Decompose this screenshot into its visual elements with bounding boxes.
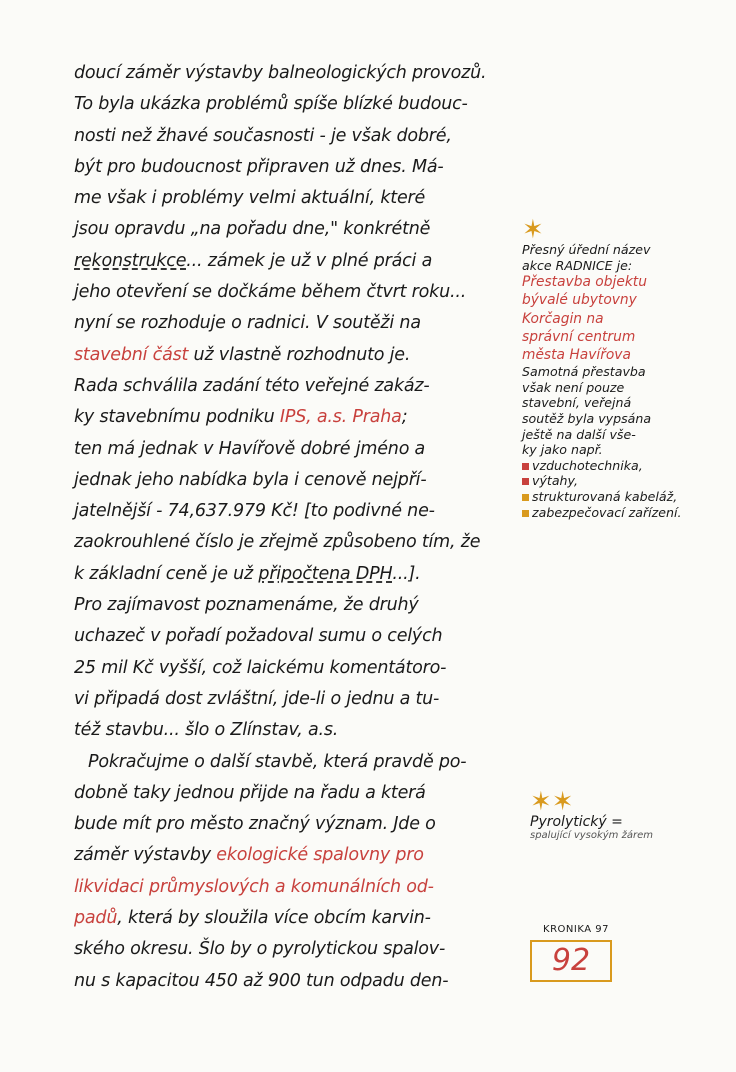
text-segment: ekologické spalovny pro: [216, 845, 424, 866]
sidenote-line: ještě na další vše-: [522, 426, 636, 442]
square-bullet-icon: [522, 463, 529, 470]
page-number: 92: [530, 940, 612, 982]
sidenote-line: však není pouze: [522, 379, 625, 395]
sidenote-line: města Havířova: [522, 347, 631, 363]
text-line: [74, 402, 520, 433]
text-line: [74, 214, 520, 245]
text-segment: uchazeč v pořadí požadoval sumu o celých: [74, 626, 443, 647]
text-line: [74, 903, 520, 934]
text-segment: záměr výstavby: [74, 845, 217, 866]
text-segment: vi připadá dost zvláštní, jde-li o jednu a tu-: [74, 688, 440, 709]
sidenote-list-item: [522, 458, 722, 474]
text-segment: dobně taky jednou přijde na řadu a která: [74, 782, 426, 803]
text-segment: bude mít pro město značný význam. Jde o: [74, 814, 436, 835]
pyrolytic-definition: spalující vysokým žárem: [530, 830, 653, 841]
square-bullet-icon: [522, 494, 529, 501]
text-line: [74, 527, 520, 558]
text-line: [74, 715, 520, 746]
text-segment: ského okresu. Šlo by o pyrolytickou spalov-: [74, 939, 446, 960]
sidenote-line: Samotná přestavba: [522, 364, 646, 380]
text-segment: stavební část: [74, 344, 189, 365]
text-line: [74, 872, 520, 903]
text-segment: nu s kapacitou 450 až 900 tun odpadu den-: [74, 970, 449, 991]
text-line: [74, 840, 520, 871]
sidenote-items: [522, 458, 722, 520]
text-line: [74, 121, 520, 152]
text-line: [74, 89, 520, 120]
text-segment: jeho otevření se dočkáme během čtvrt roku...: [74, 282, 467, 303]
sidenote-list-item: [522, 505, 722, 521]
text-segment: už vlastně rozhodnuto je.: [188, 344, 411, 365]
text-segment: k základní ceně je už: [74, 563, 259, 584]
sidenote-line: Korčagin na: [522, 310, 604, 327]
sidenote-pyrolytic: [530, 787, 720, 842]
text-segment: ten má jednak v Havířově dobré jméno a: [74, 438, 426, 459]
chronicle-label: KRONIKA 97: [543, 924, 609, 935]
text-segment: zaokrouhlené číslo je zřejmě způsobeno tím, že: [74, 532, 481, 553]
double-asterisk-marker: ✶✶: [530, 787, 574, 817]
text-segment: ... zámek je už v plné práci a: [186, 250, 433, 271]
text-line: [74, 778, 520, 809]
text-segment: Pro zajímavost poznamenáme, že druhý: [74, 595, 419, 616]
sidenote-line: Přesný úřední název: [522, 242, 651, 257]
text-line: [74, 371, 520, 402]
text-line: [74, 684, 520, 715]
sidenote-intro: [522, 242, 722, 273]
text-segment: doucí záměr výstavby balneologických provozů.: [74, 63, 487, 83]
pyrolytic-label: Pyrolytický =: [530, 814, 623, 830]
text-line: [74, 966, 520, 997]
text-segment: být pro budoucnost připraven už dnes. Má-: [74, 156, 444, 177]
text-segment: nosti než žhavé současnosti - je však dobré,: [74, 125, 452, 146]
sidenote-line: správní centrum: [522, 328, 636, 345]
list-item-label: strukturovaná kabeláž,: [532, 488, 678, 504]
sidenote-list-item: [522, 473, 722, 489]
text-segment: likvidaci průmyslových a komunálních od-: [74, 876, 434, 897]
text-line: [74, 590, 520, 621]
text-line: [74, 809, 520, 840]
text-line: [74, 496, 520, 527]
text-line: [74, 653, 520, 684]
sidenote-line: stavební, veřejná: [522, 395, 632, 411]
text-segment: ;: [401, 407, 408, 428]
text-segment: též stavbu... šlo o Zlínstav, a.s.: [74, 720, 339, 741]
text-line: [74, 559, 520, 590]
text-segment: Pokračujme o další stavbě, která pravdě po-: [88, 751, 467, 772]
text-segment: 25 mil Kč vyšší, což laickému komentátoro-: [74, 657, 447, 678]
text-segment: padů: [74, 908, 118, 929]
sidenote-line: bývalé ubytovny: [522, 292, 637, 309]
text-segment: jsou opravdu „na pořadu dne," konkrétně: [74, 219, 431, 240]
text-line: [74, 621, 520, 652]
text-segment: připočtena DPH: [258, 563, 393, 584]
text-line: [74, 465, 520, 496]
sidenote-line: soutěž byla vypsána: [522, 410, 652, 426]
list-item-label: zabezpečovací zařízení.: [532, 504, 682, 520]
sidenote-body: [522, 364, 722, 458]
main-text: [74, 58, 520, 997]
text-line: [74, 183, 520, 214]
text-line: [74, 152, 520, 183]
sidenote-line: Přestavba objektu: [522, 274, 647, 291]
sidenote-list-item: [522, 489, 722, 505]
text-line: [74, 308, 520, 339]
text-segment: jatelnější - 74,637.979 Kč! [to podivné ne-: [74, 501, 435, 522]
text-segment: ...].: [392, 563, 421, 584]
text-line: [74, 747, 520, 778]
sidenote-radnice: [522, 215, 722, 520]
list-item-label: vzduchotechnika,: [532, 457, 643, 473]
text-segment: Rada schválila zadání této veřejné zakáz-: [74, 375, 430, 396]
text-segment: nyní se rozhoduje o radnici. V soutěži na: [74, 313, 421, 334]
text-segment: me však i problémy velmi aktuální, které: [74, 188, 426, 209]
text-segment: jednak jeho nabídka byla i cenově nejpří-: [74, 469, 427, 490]
text-line: [74, 58, 520, 89]
square-bullet-icon: [522, 478, 529, 485]
sidenote-line: ky jako např.: [522, 442, 603, 458]
text-segment: To byla ukázka problémů spíše blízké budouc-: [74, 94, 468, 115]
sidenote-line: akce RADNICE je:: [522, 257, 633, 273]
asterisk-marker: ✶: [522, 215, 544, 245]
text-line: [74, 277, 520, 308]
text-line: [74, 340, 520, 371]
text-line: [74, 934, 520, 965]
text-line: [74, 434, 520, 465]
square-bullet-icon: [522, 510, 529, 517]
sidenote-highlight: [522, 273, 722, 364]
text-segment: , která by sloužila více obcím karvin-: [117, 908, 431, 929]
text-segment: ky stavebnímu podniku: [74, 407, 280, 428]
text-segment: IPS, a.s. Praha: [279, 407, 402, 428]
text-line: [74, 246, 520, 277]
text-segment: rekonstrukce: [74, 250, 187, 271]
list-item-label: výtahy,: [532, 473, 579, 489]
